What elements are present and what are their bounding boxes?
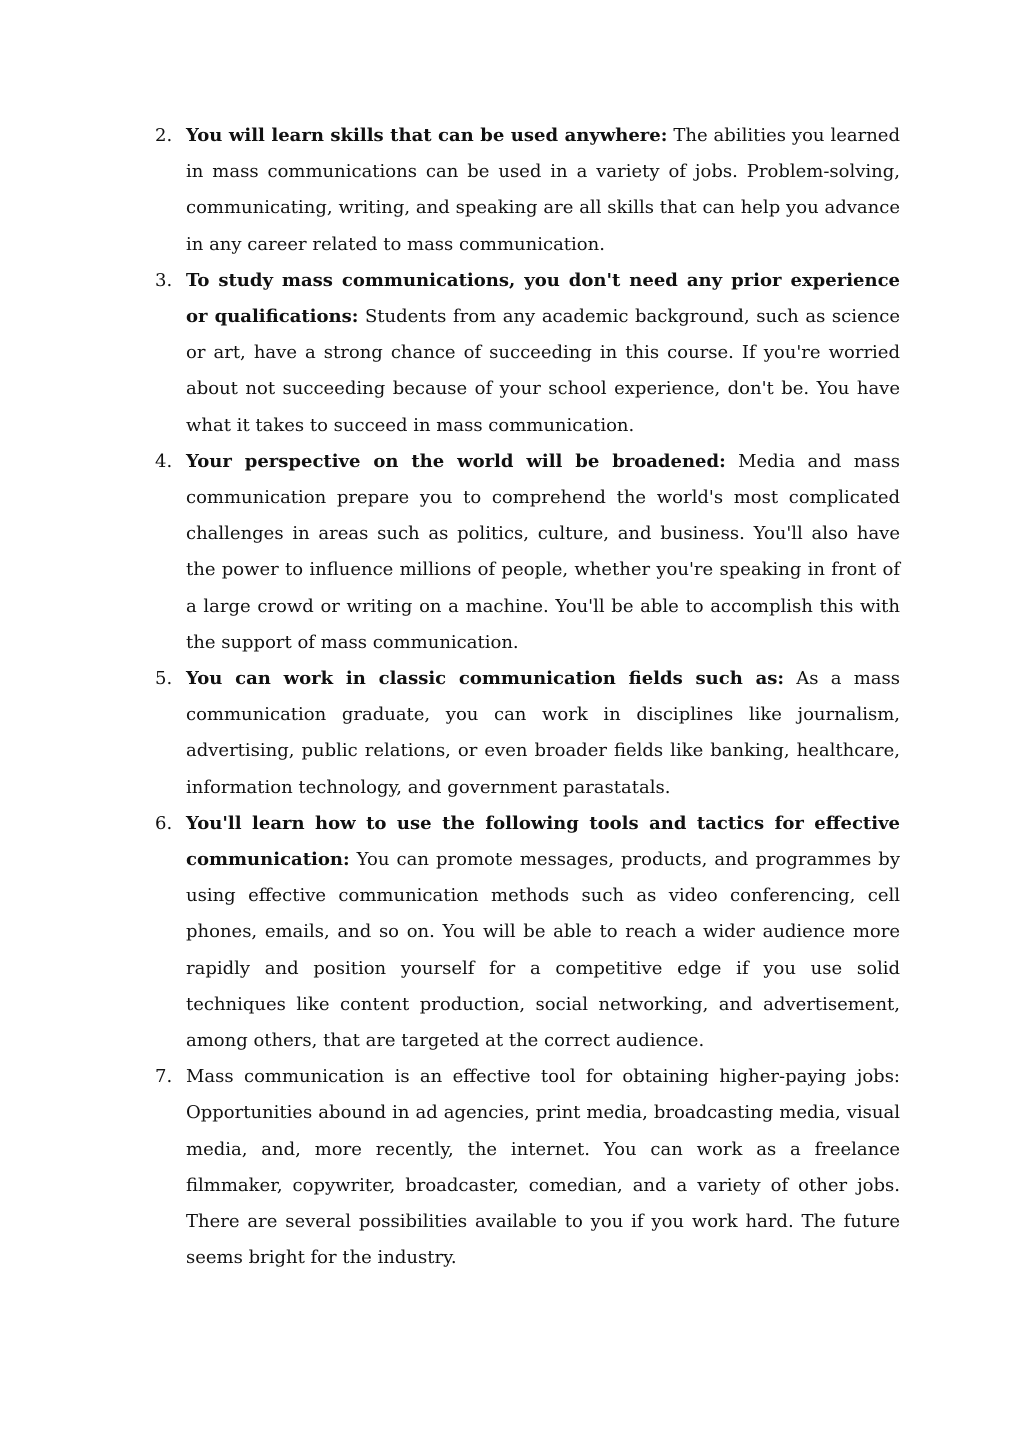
list-item-text: You can promote messages, products, and programmes by using effective communication methods such as video conferencing, cell phones, emails, and so on. You will be able to reach a wider audience more rapidly and position yourself for a competitive edge if you use solid techniques like content production, social networking, and advertisement, among others, that are targeted at the correct audience. — [186, 849, 900, 1052]
list-item — [150, 806, 900, 1059]
list-item-text: Mass communication is an effective tool for obtaining higher-paying jobs: Opportunities abound in ad agencies, print media, broadcasting media, visual media, and, more recently, the internet. You can work as a freelance filmmaker, copywriter, broadcaster, comedian, and a variety of other jobs. There are several possibilities available to you if you work hard. The future seems bright for the industry. — [186, 1066, 900, 1269]
list-item-number: 2. — [155, 125, 173, 146]
numbered-list — [150, 118, 900, 1277]
list-item-heading: To study mass communications, you don't need any prior experience or qualifications: — [186, 269, 900, 328]
list-item-heading: You will learn skills that can be used anywhere: — [186, 125, 668, 146]
list-item-heading: Your perspective on the world will be broadened: — [186, 450, 726, 472]
list-item — [150, 661, 900, 806]
list-item-heading: You can work in classic communication fields such as: — [186, 668, 785, 690]
list-item — [150, 444, 900, 661]
list-item-text: As a mass communication graduate, you can work in disciplines like journalism, advertising, public relations, or even broader fields like banking, healthcare, information technology, and government parastatals. — [186, 668, 900, 798]
list-item-number: 4. — [155, 450, 173, 472]
list-item-number: 5. — [155, 668, 173, 690]
list-item-number: 3. — [155, 269, 173, 291]
list-item — [150, 118, 900, 263]
list-item — [150, 263, 900, 444]
list-item-text: The abilities you learned in mass communications can be used in a variety of jobs. Problem-solving, communicating, writing, and speaking are all skills that can help you advance in any career related to mass communication. — [186, 125, 900, 255]
list-item-text: Students from any academic background, such as science or art, have a strong chance of succeeding in this course. If you're worried about not succeeding because of your school experience, don't be. You have what it takes to succeed in mass communication. — [186, 306, 900, 436]
list-item — [150, 1059, 900, 1276]
list-item-number: 7. — [155, 1066, 173, 1088]
list-item-text: Media and mass communication prepare you to comprehend the world's most complicated challenges in areas such as politics, culture, and business. You'll also have the power to influence millions of people, whether you're speaking in front of a large crowd or writing on a machine. You'll be able to accomplish this with the support of mass communication. — [186, 450, 900, 653]
list-item-heading: You'll learn how to use the following tools and tactics for effective communication: — [186, 812, 900, 871]
list-item-number: 6. — [155, 812, 173, 834]
